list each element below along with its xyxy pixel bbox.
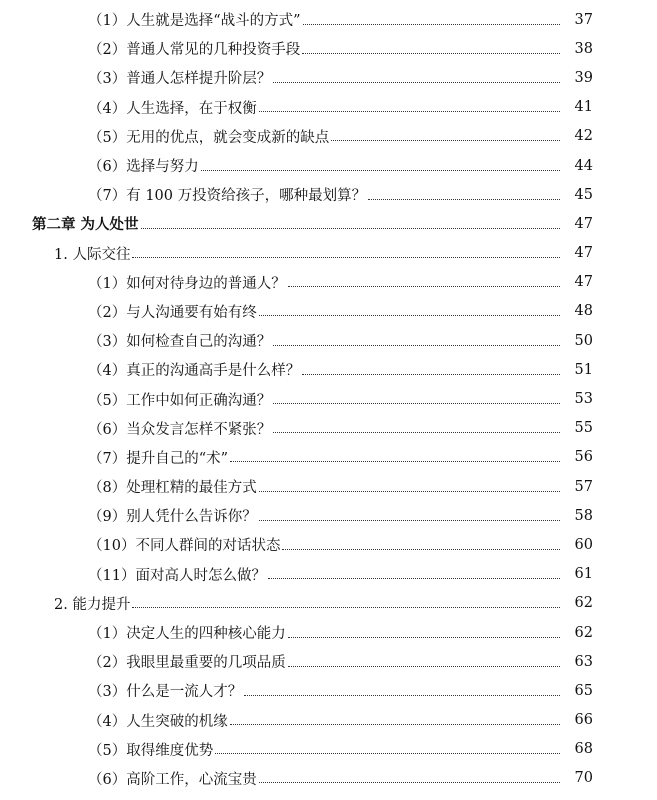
toc-page-number: 68: [574, 741, 593, 758]
toc-dot-leader: [215, 753, 560, 754]
toc-entry-title: （7）有 100 万投资给孩子，哪种最划算？: [88, 188, 367, 205]
toc-subsection-entry[interactable]: [0, 501, 593, 530]
toc-page-number: 41: [574, 99, 593, 116]
toc-subsection-entry[interactable]: [0, 706, 593, 735]
toc-dot-leader: [273, 432, 560, 433]
toc-page-number: 55: [574, 420, 593, 437]
toc-dot-leader: [259, 491, 560, 492]
toc-dot-leader: [302, 374, 560, 375]
toc-dot-leader: [259, 315, 560, 316]
toc-dot-leader: [273, 403, 560, 404]
toc-chapter-entry[interactable]: [0, 209, 593, 238]
toc-entry-title: （4）人生选择，在于权衡: [88, 100, 257, 117]
toc-dot-leader: [288, 666, 560, 667]
toc-dot-leader: [230, 461, 560, 462]
toc-entry-title: （7）提升自己的“术”: [88, 450, 229, 467]
toc-dot-leader: [132, 607, 560, 608]
toc-subsection-entry[interactable]: [0, 735, 593, 764]
toc-entry-list: [0, 5, 657, 793]
toc-entry-title: （1）人生就是选择“战斗的方式”: [88, 13, 301, 30]
toc-page-number: 47: [574, 245, 593, 262]
toc-subsection-entry[interactable]: [0, 297, 593, 326]
toc-subsection-entry[interactable]: [0, 414, 593, 443]
toc-page-number: 58: [574, 507, 593, 524]
toc-subsection-entry[interactable]: [0, 355, 593, 384]
toc-page-number: 50: [574, 332, 593, 349]
toc-entry-title: （2）普通人常见的几种投资手段: [88, 42, 301, 59]
toc-dot-leader: [259, 111, 560, 112]
toc-subsection-entry[interactable]: [0, 560, 593, 589]
toc-section-entry[interactable]: [0, 589, 593, 618]
toc-entry-title: （3）如何检查自己的沟通？: [88, 334, 272, 351]
toc-subsection-entry[interactable]: [0, 180, 593, 209]
toc-page-number: 47: [574, 274, 593, 291]
toc-entry-title: （9）别人凭什么告诉你？: [88, 509, 257, 526]
toc-entry-title: （11）面对高人时怎么做？: [88, 567, 266, 584]
toc-dot-leader: [273, 82, 560, 83]
toc-dot-leader: [331, 140, 560, 141]
toc-page-number: 61: [574, 566, 593, 583]
toc-entry-title: 第二章 为人处世: [32, 217, 139, 234]
toc-entry-title: （3）什么是一流人才？: [88, 684, 243, 701]
toc-entry-title: （3）普通人怎样提升阶层？: [88, 71, 272, 88]
toc-entry-title: （10）不同人群间的对话状态: [88, 538, 281, 555]
toc-subsection-entry[interactable]: [0, 93, 593, 122]
toc-section-entry[interactable]: [0, 239, 593, 268]
toc-subsection-entry[interactable]: [0, 151, 593, 180]
toc-dot-leader: [268, 578, 560, 579]
toc-subsection-entry[interactable]: [0, 384, 593, 413]
toc-entry-title: （6）高阶工作，心流宝贵: [88, 771, 257, 788]
toc-page-number: 51: [574, 361, 593, 378]
table-of-contents: [0, 5, 657, 793]
toc-dot-leader: [368, 199, 560, 200]
toc-subsection-entry[interactable]: [0, 34, 593, 63]
toc-dot-leader: [244, 695, 560, 696]
toc-dot-leader: [259, 782, 560, 783]
toc-entry-title: （5）无用的优点，就会变成新的缺点: [88, 129, 330, 146]
toc-subsection-entry[interactable]: [0, 676, 593, 705]
toc-page-number: 70: [574, 770, 593, 787]
toc-dot-leader: [273, 345, 560, 346]
toc-subsection-entry[interactable]: [0, 764, 593, 793]
toc-dot-leader: [141, 228, 560, 229]
toc-page-number: 48: [574, 303, 593, 320]
toc-dot-leader: [259, 520, 560, 521]
toc-subsection-entry[interactable]: [0, 530, 593, 559]
toc-page-number: 56: [574, 449, 593, 466]
toc-entry-title: （6）选择与努力: [88, 159, 199, 176]
toc-subsection-entry[interactable]: [0, 618, 593, 647]
toc-subsection-entry[interactable]: [0, 647, 593, 676]
toc-subsection-entry[interactable]: [0, 326, 593, 355]
toc-dot-leader: [230, 724, 560, 725]
toc-subsection-entry[interactable]: [0, 122, 593, 151]
toc-dot-leader: [201, 170, 560, 171]
toc-page-number: 38: [574, 40, 593, 57]
toc-entry-title: （4）真正的沟通高手是什么样？: [88, 363, 301, 380]
toc-page-number: 66: [574, 712, 593, 729]
toc-dot-leader: [282, 549, 560, 550]
toc-page-number: 37: [574, 11, 593, 28]
toc-dot-leader: [303, 24, 560, 25]
toc-page-number: 44: [574, 157, 593, 174]
toc-dot-leader: [302, 53, 560, 54]
toc-subsection-entry[interactable]: [0, 268, 593, 297]
toc-entry-title: （4）人生突破的机缘: [88, 713, 228, 730]
toc-entry-title: 1. 人际交往: [54, 246, 131, 263]
toc-entry-title: （6）当众发言怎样不紧张？: [88, 421, 272, 438]
toc-subsection-entry[interactable]: [0, 5, 593, 34]
toc-subsection-entry[interactable]: [0, 63, 593, 92]
toc-page-number: 42: [574, 128, 593, 145]
toc-entry-title: （1）决定人生的四种核心能力: [88, 626, 286, 643]
toc-entry-title: （5）工作中如何正确沟通？: [88, 392, 272, 409]
toc-entry-title: （5）取得维度优势: [88, 742, 214, 759]
toc-page-number: 57: [574, 478, 593, 495]
toc-entry-title: （2）我眼里最重要的几项品质: [88, 655, 286, 672]
toc-page-number: 62: [574, 595, 593, 612]
toc-page-number: 39: [574, 69, 593, 86]
toc-page-number: 65: [574, 682, 593, 699]
toc-entry-title: 2. 能力提升: [54, 596, 131, 613]
toc-page-number: 63: [574, 653, 593, 670]
toc-page-number: 53: [574, 391, 593, 408]
toc-page-number: 47: [574, 215, 593, 232]
toc-dot-leader: [288, 286, 560, 287]
toc-subsection-entry[interactable]: [0, 443, 593, 472]
toc-entry-title: （2）与人沟通要有始有终: [88, 304, 257, 321]
toc-page-number: 60: [574, 536, 593, 553]
toc-dot-leader: [132, 257, 560, 258]
toc-dot-leader: [288, 637, 560, 638]
toc-subsection-entry[interactable]: [0, 472, 593, 501]
toc-entry-title: （8）处理杠精的最佳方式: [88, 480, 257, 497]
toc-page-number: 45: [574, 186, 593, 203]
toc-page-number: 62: [574, 624, 593, 641]
toc-entry-title: （1）如何对待身边的普通人？: [88, 275, 286, 292]
